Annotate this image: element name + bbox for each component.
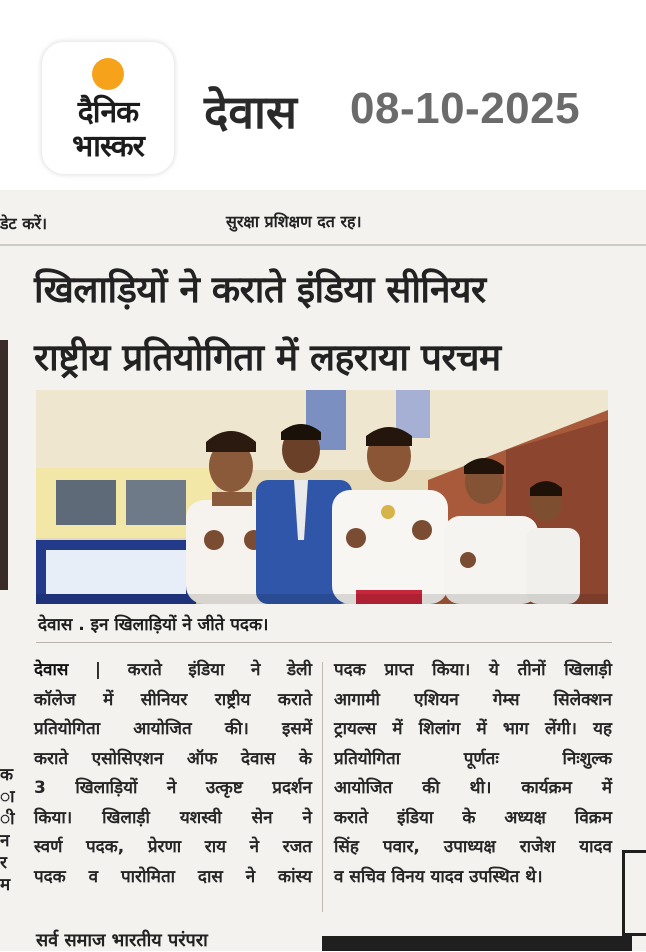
article-dateline: देवास — [34, 660, 69, 680]
column-text: | कराते इंडिया ने डेली — [94, 660, 312, 680]
column-line — [34, 656, 312, 686]
next-article-fragment: सर्व समाज भारतीय परंपरा — [36, 930, 208, 951]
article-photo — [36, 390, 608, 604]
column-line: कराते इंडिया के अध्यक्ष विक्रम — [334, 807, 612, 828]
app-header — [0, 0, 646, 190]
column-line: ट्रायल्स में शिलांग में भाग लेंगी। यह — [334, 719, 612, 739]
column-line: सिंह पवार, उपाध्यक्ष राजेश यादव — [334, 837, 612, 857]
column-line: पदक व पारोमिता दास ने कांस्य — [34, 866, 312, 887]
karate-athletes-photo — [36, 390, 608, 604]
fragment-letter: ी — [0, 809, 15, 829]
epaper-clipping — [0, 190, 646, 951]
column-line: व सचिव विनय यादव उपस्थित थे। — [334, 866, 543, 887]
article-column-1 — [34, 656, 312, 892]
fragment-letter: म — [0, 875, 11, 895]
photo-caption: देवास . इन खिलाड़ियों ने जीते पदक। — [38, 615, 269, 635]
adjacent-text-fragment: डेट करें। — [0, 214, 48, 233]
fragment-letter: क — [0, 765, 14, 785]
column-line: प्रतियोगिता पूर्णतः निःशुल्क — [334, 748, 612, 769]
logo-text-bhaskar: भास्कर — [72, 129, 144, 164]
sun-logo-icon — [92, 58, 124, 90]
column-line: कराते एसोसिएशन ऑफ देवास के — [34, 748, 312, 769]
adjacent-photo-edge — [0, 340, 8, 590]
adjacent-column-fragment — [0, 764, 14, 896]
column-line: आगामी एशियन गेम्स सिलेक्शन — [334, 689, 612, 710]
column-line: प्रतियोगिता आयोजित की। इसमें — [34, 719, 312, 739]
dainik-bhaskar-logo[interactable] — [42, 42, 174, 174]
fragment-letter: न — [0, 831, 10, 851]
column-line: कॉलेज में सीनियर राष्ट्रीय कराते — [34, 689, 312, 710]
adjacent-text-fragment-top: सुरक्षा प्रशिक्षण दत रह। — [226, 212, 362, 231]
divider — [0, 244, 646, 246]
article-headline-line2: राष्ट्रीय प्रतियोगिता में लहराया परचम — [34, 336, 501, 379]
fragment-letter: र — [0, 853, 7, 873]
fragment-letter: ा — [0, 787, 15, 807]
edition-city: देवास — [204, 85, 298, 139]
column-line: पदक प्राप्त किया। ये तीनों खिलाड़ी — [334, 660, 612, 680]
edition-date: 08-10-2025 — [350, 84, 581, 133]
article-column-2 — [334, 656, 612, 892]
column-line: आयोजित की थी। कार्यक्रम में — [334, 778, 612, 798]
column-line: 3 खिलाड़ियों ने उत्कृष्ट प्रदर्शन — [34, 778, 312, 798]
divider — [36, 642, 612, 643]
column-line: स्वर्ण पदक, प्रेरणा राय ने रजत — [34, 837, 312, 857]
adjacent-banner-edge — [322, 936, 632, 951]
adjacent-box-edge — [622, 850, 646, 936]
column-line: किया। खिलाड़ी यशस्वी सेन ने — [34, 807, 312, 828]
article-headline-line1: खिलाड़ियों ने कराते इंडिया सीनियर — [34, 268, 486, 311]
column-divider — [322, 662, 323, 912]
logo-text-dainik: दैनिक — [77, 95, 139, 130]
